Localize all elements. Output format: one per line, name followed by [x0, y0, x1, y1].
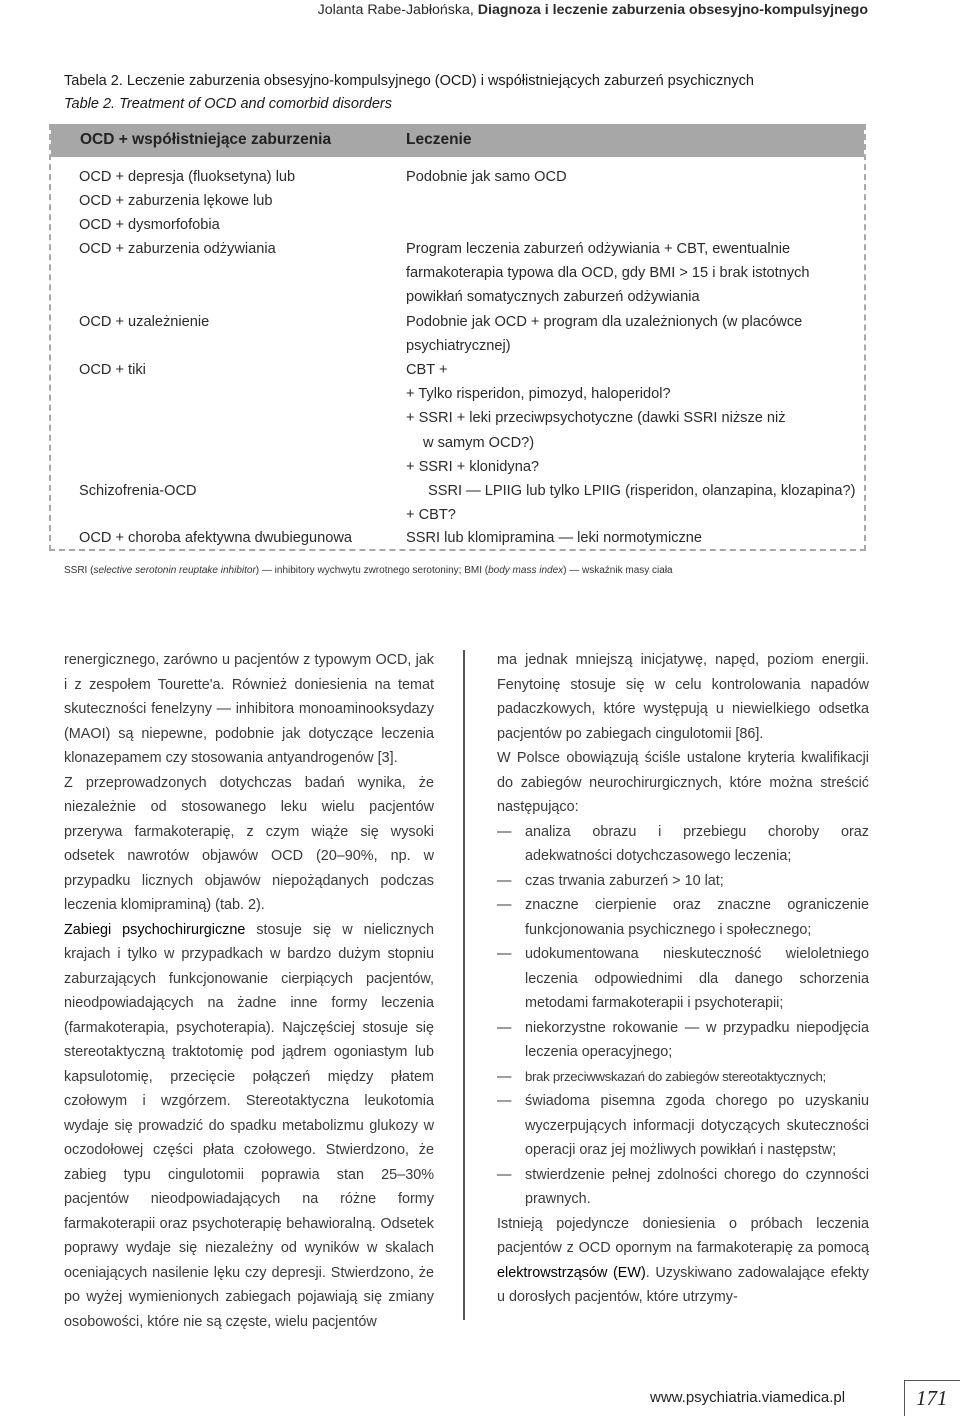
list-item [497, 820, 869, 869]
cell-line: + SSRI + klonidyna? [406, 458, 540, 475]
row-treatment [406, 237, 810, 310]
running-head [318, 2, 868, 18]
list-item-text: czas trwania zaburzeń > 10 lat; [525, 872, 724, 889]
right-column [497, 648, 869, 1310]
cell-line: OCD + uzależnienie [79, 314, 210, 330]
dash-bullet: — [497, 872, 512, 889]
cell-line: OCD + zaburzenia lękowe lub [79, 193, 273, 210]
cell-line: psychiatrycznej) [406, 338, 511, 355]
footnote-text: SSRI ( [64, 565, 94, 576]
treatment-table [49, 124, 866, 551]
table-caption [64, 70, 754, 116]
list-item-text: udokumentowana nieskuteczność wieloletniego leczenia odpowiednimi dla danego schorzenia metodami farmakoterapii i psychoterapii; [525, 946, 869, 1011]
row-condition [79, 479, 197, 503]
running-head-authors: Jolanta Rabe-Jabłońska, [317, 2, 474, 18]
list-item-text: stwierdzenie pełnej zdolności chorego do czynności prawnych. [525, 1166, 869, 1207]
running-head-title: Diagnoza i leczenie zaburzenia obsesyjno-kompulsyjnego [477, 2, 868, 18]
cell-line: + Tylko risperidon, pimozyd, haloperidol? [406, 386, 671, 403]
row-treatment [406, 165, 567, 189]
table-footnote [64, 565, 673, 576]
cell-line: OCD + tiki [79, 362, 146, 378]
cell-line: powikłań somatycznych zaburzeń odżywiania [406, 289, 700, 306]
paragraph: renergicznego, zarówno u pacjentów z typowym OCD, jak i z zespołem Tourette'a. Również doniesienia na temat skuteczności fenelzyny — inhibitora monoaminooksydazy (MAOI) są niepewne, podobnie jak dotyczące leczenia klonazepamem czy stosowania antyandrogenów [3]. [64, 652, 434, 766]
row-treatment [406, 358, 786, 479]
cell-line: SSRI lub klomipramina — leki normotymiczne [406, 530, 703, 546]
paragraph [64, 918, 434, 1335]
row-treatment [406, 479, 855, 527]
row-condition [79, 358, 146, 382]
left-column [64, 648, 434, 1334]
row-condition [79, 165, 295, 238]
cell-line: OCD + depresja (fluoksetyna) lub [79, 169, 296, 185]
cell-line: Schizofrenia-OCD [79, 483, 197, 499]
list-item [497, 1089, 869, 1163]
keyword: Zabiegi psychochirurgiczne [64, 921, 246, 938]
list-item-text: analiza obrazu i przebiegu choroby oraz adekwatności dotychczasowego leczenia; [525, 823, 869, 864]
cell-line: OCD + zaburzenia odżywiania [79, 241, 276, 257]
list-item [497, 869, 869, 894]
cell-line: w samym OCD?) [423, 434, 535, 451]
dash-bullet: — [497, 1093, 512, 1109]
cell-line: Podobnie jak OCD + program dla uzależnionych (w placówce [406, 314, 803, 330]
header-comorbid: OCD + współistniejące zaburzenia [80, 131, 332, 148]
paragraph: W Polsce obowiązują ściśle ustalone kryteria kwalifikacji do zabiegów neurochirurgicznych, które można streścić następująco: [497, 750, 869, 815]
keyword: elektrowstrząsów (EW) [497, 1264, 646, 1281]
cell-line: CBT + [406, 362, 448, 378]
caption-pl: Tabela 2. Leczenie zaburzenia obsesyjno-kompulsyjnego (OCD) i współistniejących zaburzeń psychicznych [64, 73, 754, 89]
cell-line: Program leczenia zaburzeń odżywiania + CBT, ewentualnie [406, 241, 791, 257]
table-header [51, 124, 864, 157]
cell-line: SSRI — LPIIG lub tylko LPIIG (risperidon, olanzapina, klozapina?) [428, 483, 856, 499]
cell-line: + SSRI + leki przeciwpsychotyczne (dawki SSRI niższe niż [406, 410, 786, 427]
paragraph-text: stosuje się w nielicznych krajach i tylko w przypadkach w bardzo dużym stopniu zaburzających funkcjonowanie cierpiących pacjentów, nieodpowiadających na żadne inne formy leczenia (farmakoterapia, psychoterapia). Najczęściej stosuje się stereotaktyczną traktotomię pod jądrem ogoniastym lub kapsulotomię, przecięcie połączeń między płatem czołowym i wzgórzem. Stereotaktyczna leukotomia wydaje się prowadzić do spadku metabolizmu glukozy w oczodołowej części płata czołowego. Stwierdzono, że zabieg typu cingulotomii poprawia stan 25–30% pacjentów nieodpowiadających na różne formy farmakoterapii oraz psychoterapię behawioralną. Odsetek poprawy wydaje się niezależny od wyników w skalach oceniających nasilenie lęku czy depresji. Stwierdzono, że po wyżej wymienionych zabiegach pojawiają się zmiany osobowości, które nie są częste, wielu pacjentów [64, 921, 435, 1330]
paragraph: ma jednak mniejszą inicjatywę, napęd, poziom energii. Fenytoinę stosuje się w celu kontrolowania napadów padaczkowych, które występują u niewielkiego odsetka pacjentów po zabiegach cingulotomii [86]. [497, 652, 869, 742]
paragraph: Z przeprowadzonych dotychczas badań wynika, że niezależnie od stosowanego leku wielu pacjentów przerywa farmakoterapię, z czym wiąże się wysoki odsetek nawrotów objawów OCD (20–90%, np. w przypadku licznych objawów niepożądanych podczas leczenia klomipraminą) (tab. 2). [64, 774, 434, 913]
column-divider [463, 650, 465, 1320]
dash-bullet: — [497, 897, 512, 913]
header-treatment: Leczenie [406, 131, 472, 148]
page-number: 171 [916, 1386, 948, 1410]
list-item [497, 1065, 869, 1090]
cell-line: OCD + dysmorfofobia [79, 217, 220, 234]
dash-bullet: — [497, 946, 512, 962]
row-condition [79, 526, 352, 550]
paragraph-text: . Uzyskiwano zadowalające efekty u dorosłych pacjentów, które utrzymy- [497, 1264, 869, 1305]
cell-line: OCD + choroba afektywna dwubiegunowa [79, 530, 352, 546]
cell-line: + CBT? [406, 507, 456, 524]
footnote-term: selective serotonin reuptake inhibitor [93, 565, 256, 576]
list-item [497, 893, 869, 942]
footnote-term: body mass index [488, 565, 564, 576]
list-item-text: znaczne cierpienie oraz znaczne ograniczenie funkcjonowania psychicznego i społecznego; [525, 897, 869, 938]
list-item-text: niekorzystne rokowanie — w przypadku niepodjęcia leczenia operacyjnego; [525, 1019, 869, 1060]
dash-bullet: — [497, 823, 512, 840]
dash-bullet: — [497, 1166, 512, 1183]
list-item [497, 942, 869, 1016]
list-item [497, 1016, 869, 1065]
paragraph-text: Istnieją pojedyncze doniesienia o próbach leczenia pacjentów z OCD opornym na farmakoterapię za pomocą [497, 1215, 869, 1256]
journal-website: www.psychiatria.viamedica.pl [650, 1389, 846, 1406]
row-treatment [406, 310, 802, 358]
dash-bullet: — [497, 1068, 512, 1085]
list-item [497, 1163, 869, 1212]
row-condition [79, 310, 209, 334]
list-item-text: brak przeciwwskazań do zabiegów stereotaktycznych; [525, 1068, 826, 1084]
list-item-text: świadoma pisemna zgoda chorego po uzyskaniu wyczerpujących informacji dotyczących skuteczności operacji oraz jej możliwych powikłań i następstw; [525, 1093, 869, 1158]
row-treatment [406, 526, 702, 550]
paragraph [497, 1212, 869, 1310]
dash-bullet: — [497, 1019, 512, 1036]
footnote-text: ) — inhibitory wychwytu zwrotnego serotoniny; BMI ( [255, 565, 489, 576]
caption-en: Table 2. Treatment of OCD and comorbid disorders [64, 96, 393, 112]
cell-line: Podobnie jak samo OCD [406, 169, 567, 185]
row-condition [79, 237, 276, 261]
cell-line: farmakoterapia typowa dla OCD, gdy BMI > 15 i brak istotnych [406, 265, 810, 282]
footnote-text: ) — wskaźnik masy ciała [563, 565, 673, 576]
